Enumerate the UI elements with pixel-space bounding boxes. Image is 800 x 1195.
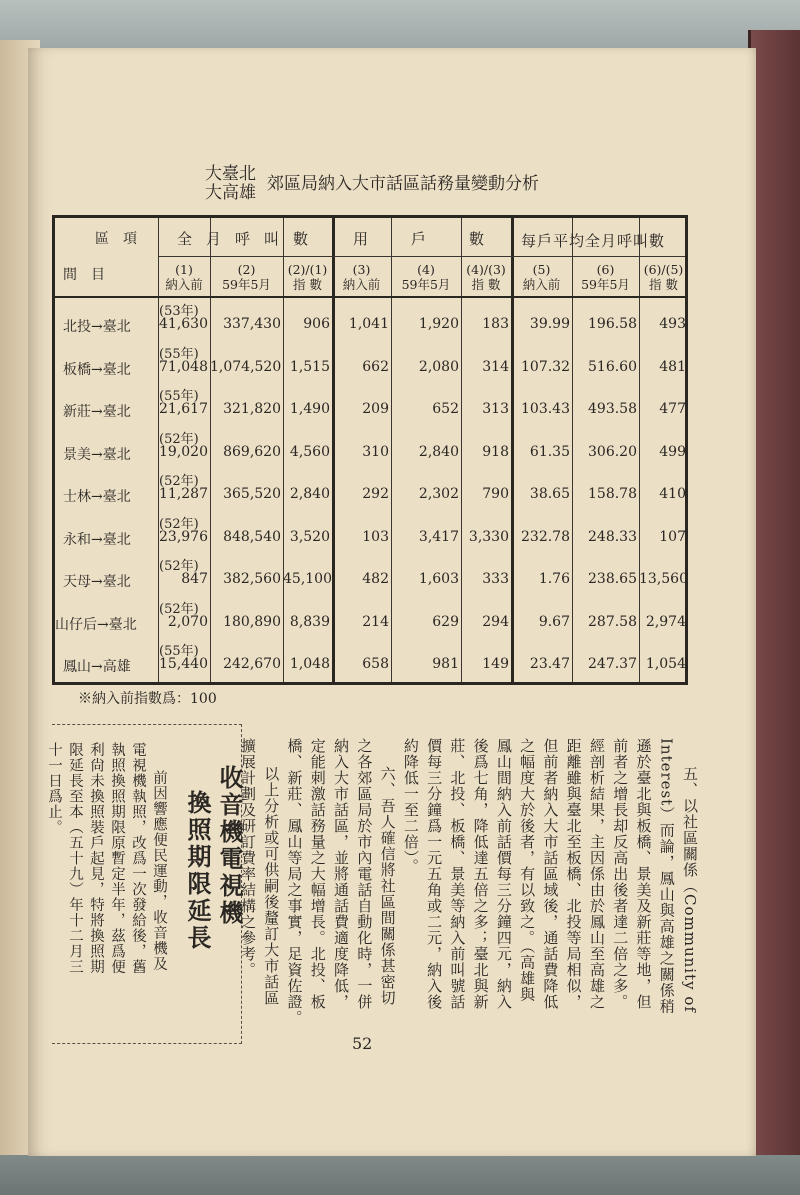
- table-cell: 294: [482, 613, 509, 630]
- table-cell: 3,417: [418, 528, 459, 545]
- row-year: (52年): [159, 559, 199, 574]
- header-subcol: [511, 262, 572, 292]
- table-cell: 11,287: [159, 486, 208, 502]
- table-cell: 313: [482, 401, 509, 417]
- book-cover-bottom: [0, 1155, 800, 1195]
- header-subcol-num: (6)/(5): [643, 262, 684, 277]
- table-cell: 214: [362, 613, 389, 630]
- row-year: (55年): [159, 346, 199, 362]
- page-number: 52: [352, 1034, 373, 1053]
- body-column: 以上分析或可供嗣後釐訂大市話區: [262, 766, 281, 1006]
- body-column: 六、吾人確信將社區間關係甚密切: [378, 766, 397, 1006]
- table-cell: 209: [362, 401, 389, 417]
- table-cell: 19,020: [159, 443, 208, 460]
- table-cell: 180,890: [223, 613, 281, 630]
- table-cell: 337,430: [223, 316, 281, 332]
- table-cell: 918: [482, 443, 509, 460]
- header-group-calls: 全月呼叫數: [177, 230, 323, 248]
- table-cell: 39.99: [529, 316, 570, 332]
- table-cell: 306.20: [588, 443, 637, 460]
- table-cell: 242,670: [223, 656, 281, 672]
- body-column: 鳳山間納入前話價每三分鐘四元，納入: [494, 738, 513, 1010]
- notice-column: 電視機執照，改爲一次發給後，舊: [130, 742, 146, 975]
- header-subcol: [210, 262, 283, 292]
- body-column: 後爲七角，降低達五倍之多；臺北與新: [471, 738, 490, 1010]
- table-cell: 287.58: [588, 613, 637, 630]
- title-rest: 郊區局納入大市話區話務量變動分析: [267, 174, 539, 194]
- header-subcol-num: (6): [596, 262, 615, 277]
- notice-headline-1: 收音機電視機: [215, 765, 244, 927]
- header-subcol-label: 59年5月: [581, 277, 630, 292]
- table-cell: 13,560: [639, 571, 688, 587]
- table-cell: 333: [482, 571, 509, 587]
- body-column: 五、以社區關係（Community of: [681, 766, 699, 1013]
- table-cell: 2,080: [418, 358, 459, 375]
- table-cell: 1,041: [348, 316, 389, 332]
- row-year: (52年): [159, 516, 199, 532]
- table-cell: 1.76: [538, 571, 570, 587]
- body-column: 擴展計劃及研訂費率結構之參考。: [239, 738, 257, 978]
- row-year: (52年): [159, 474, 199, 489]
- header-subcol-label: 指 數: [471, 277, 501, 292]
- table-cell: 314: [482, 358, 509, 375]
- row-label: 景美→臺北: [63, 446, 131, 463]
- table-cell: 847: [181, 571, 208, 587]
- table-cell: 382,560: [223, 571, 281, 587]
- table-cell: 2,840: [418, 443, 459, 460]
- table-cell: 23.47: [529, 656, 570, 672]
- header-subcol-label: 納入前: [165, 277, 203, 292]
- header-subcol-label: 59年5月: [222, 277, 271, 292]
- body-column: 遜於臺北與板橋、景美及新莊等地，但: [634, 738, 653, 1010]
- data-table: [52, 215, 688, 685]
- row-label: 永和→臺北: [63, 531, 131, 548]
- row-label: 北投→臺北: [63, 319, 131, 335]
- row-year: (52年): [159, 431, 199, 447]
- table-cell: 158.78: [588, 486, 637, 502]
- table-cell: 107: [659, 528, 686, 545]
- table-cell: 493.58: [588, 401, 637, 417]
- header-subcol-label: 指 數: [649, 277, 678, 292]
- table-cell: 869,620: [223, 443, 281, 460]
- table-cell: 38.65: [529, 486, 570, 502]
- notice-column: 限延長至本（五十九）年十二月三: [67, 742, 83, 975]
- table-cell: 9.67: [538, 613, 570, 630]
- table-cell: 247.37: [588, 656, 637, 672]
- notice-column: 十一日爲止。: [46, 742, 62, 835]
- table-cell: 71,048: [159, 358, 208, 375]
- body-column: 約降低一至二倍）。: [401, 738, 420, 875]
- table-cell: 107.32: [521, 358, 570, 375]
- header-subcol-num: (4): [417, 262, 435, 277]
- title-stack-bottom: 大高雄: [205, 183, 256, 203]
- header-subcol-label: 59年5月: [401, 277, 451, 292]
- row-label: 鳳山→高雄: [63, 659, 131, 675]
- table-cell: 23,976: [159, 528, 208, 545]
- header-row-col2: 間 目: [63, 267, 105, 283]
- header-group-avg: 每戶平均全月呼叫數: [521, 232, 666, 250]
- table-cell: 1,074,520: [210, 358, 282, 375]
- table-cell: 238.65: [588, 571, 637, 587]
- table-cell: 321,820: [223, 401, 281, 417]
- row-label: 天母→臺北: [63, 574, 131, 590]
- table-cell: 2,840: [289, 486, 330, 502]
- header-subcol-num: (2): [237, 262, 256, 277]
- header-subcol: [461, 262, 511, 292]
- row-year: (55年): [159, 644, 199, 659]
- header-subcol-num: (3): [352, 262, 371, 277]
- table-cell: 482: [362, 571, 389, 587]
- table-cell: 2,974: [645, 613, 686, 630]
- table-cell: 790: [482, 486, 509, 502]
- notice-column: 執照換照期限原暫定半年，茲爲便: [109, 742, 125, 975]
- header-subcol-label: 納入前: [522, 277, 561, 292]
- title-stack: [205, 165, 269, 203]
- title-stack-top: 大臺北: [205, 164, 256, 184]
- row-year: (53年): [159, 304, 199, 319]
- table-cell: 3,520: [289, 528, 330, 545]
- table-cell: 41,630: [159, 316, 208, 332]
- header-subcol-num: (2)/(1): [287, 262, 328, 277]
- table-cell: 1,048: [289, 656, 330, 672]
- table-cell: 1,054: [645, 656, 686, 672]
- table-cell: 61.35: [529, 443, 570, 460]
- table-cell: 15,440: [159, 656, 208, 672]
- body-column: 之各郊區局於市內電話自動化時，一併: [355, 738, 374, 1010]
- row-label: 板橋→臺北: [63, 361, 131, 378]
- table-cell: 103: [362, 528, 389, 545]
- header-subcol: [391, 262, 461, 292]
- table-cell: 493: [659, 316, 686, 332]
- row-label: 士林→臺北: [63, 489, 131, 505]
- table-cell: 232.78: [521, 528, 570, 545]
- body-column: 距離雖與臺北至板橋、北投等局相似，: [564, 738, 583, 1010]
- table-cell: 481: [659, 358, 686, 375]
- body-column: 莊、北投、板橋、景美等納入前叫號話: [448, 738, 467, 1010]
- table-cell: 103.43: [521, 401, 570, 417]
- table-cell: 1,490: [289, 401, 330, 417]
- header-subcol-num: (1): [175, 262, 193, 277]
- table-cell: 906: [303, 316, 330, 332]
- body-column: 價每三分鐘爲一元五角或二元，納入後: [425, 738, 444, 1010]
- header-subcol-label: 納入前: [342, 277, 381, 292]
- table-cell: 292: [362, 486, 389, 502]
- body-column: 前者之增長却反高出後者達二倍之多。: [611, 738, 630, 1010]
- notice-column: 利尙未換照裝戶起見，特將換照期: [88, 742, 104, 975]
- table-cell: 981: [432, 656, 459, 672]
- row-divider: [158, 256, 685, 257]
- table-cell: 410: [659, 486, 686, 502]
- body-column: 定能刺激話務量之大幅增長。北投、板: [308, 738, 327, 1010]
- header-subcol-num: (4)/(3): [466, 262, 506, 277]
- body-column: 但前者納入大市話區域後，通話費降低: [541, 738, 560, 1010]
- header-subcol-num: (5): [532, 262, 551, 277]
- row-label: 山仔后→臺北: [55, 616, 137, 633]
- table-cell: 8,839: [289, 613, 330, 630]
- header-subcol-label: 指 數: [293, 277, 322, 292]
- header-subcol: [158, 262, 210, 292]
- table-cell: 196.58: [588, 316, 637, 332]
- header-row-col: 區 項: [95, 231, 137, 247]
- body-column: 經剖析結果，主因係由於鳳山至高雄之: [587, 738, 606, 1010]
- table-cell: 248.33: [588, 528, 637, 545]
- table-cell: 1,515: [289, 358, 330, 375]
- body-column: 納入大市話區，並將通話費適度降低，: [332, 738, 351, 1010]
- table-cell: 477: [659, 401, 686, 417]
- table-cell: 658: [362, 656, 389, 672]
- row-label: 新莊→臺北: [63, 404, 131, 420]
- header-subcol: [283, 262, 332, 292]
- table-cell: 848,540: [223, 528, 281, 545]
- table-cell: 2,302: [418, 486, 459, 502]
- table-cell: 1,603: [418, 571, 459, 587]
- body-column: Interest）而論，鳳山與高雄之關係稍: [657, 738, 676, 1015]
- body-column: 橋、新莊、鳳山等局之事實，足資佐證。: [285, 738, 304, 1026]
- table-cell: 516.60: [588, 358, 637, 375]
- notice-column: 前因響應便民運動，收音機及: [151, 770, 167, 972]
- table-cell: 183: [482, 316, 509, 332]
- table-cell: 2,070: [167, 613, 208, 630]
- table-cell: 365,520: [223, 486, 281, 502]
- table-cell: 310: [362, 443, 389, 460]
- header-group-users: 用 戶 數: [353, 230, 499, 248]
- header-subcol: [332, 262, 391, 292]
- notice-headline-2: 換照期限延長: [183, 790, 212, 952]
- table-note: ※納入前指數爲：100: [78, 691, 217, 707]
- table-cell: 21,617: [159, 401, 208, 417]
- row-year: (52年): [159, 601, 199, 617]
- table-cell: 4,560: [289, 443, 330, 460]
- table-cell: 1,920: [418, 316, 459, 332]
- table-cell: 3,330: [468, 528, 509, 545]
- table-cell: 629: [432, 613, 459, 630]
- table-cell: 149: [482, 656, 509, 672]
- table-cell: 45,100: [283, 571, 332, 587]
- row-year: (55年): [159, 389, 199, 404]
- table-cell: 652: [432, 401, 459, 417]
- table-cell: 499: [659, 443, 686, 460]
- header-divider: [55, 296, 685, 298]
- header-subcol: [572, 262, 639, 292]
- body-column: 之幅度大於後者，有以致之。（高雄與: [518, 738, 537, 1003]
- header-subcol: [639, 262, 688, 292]
- table-cell: 662: [362, 358, 389, 375]
